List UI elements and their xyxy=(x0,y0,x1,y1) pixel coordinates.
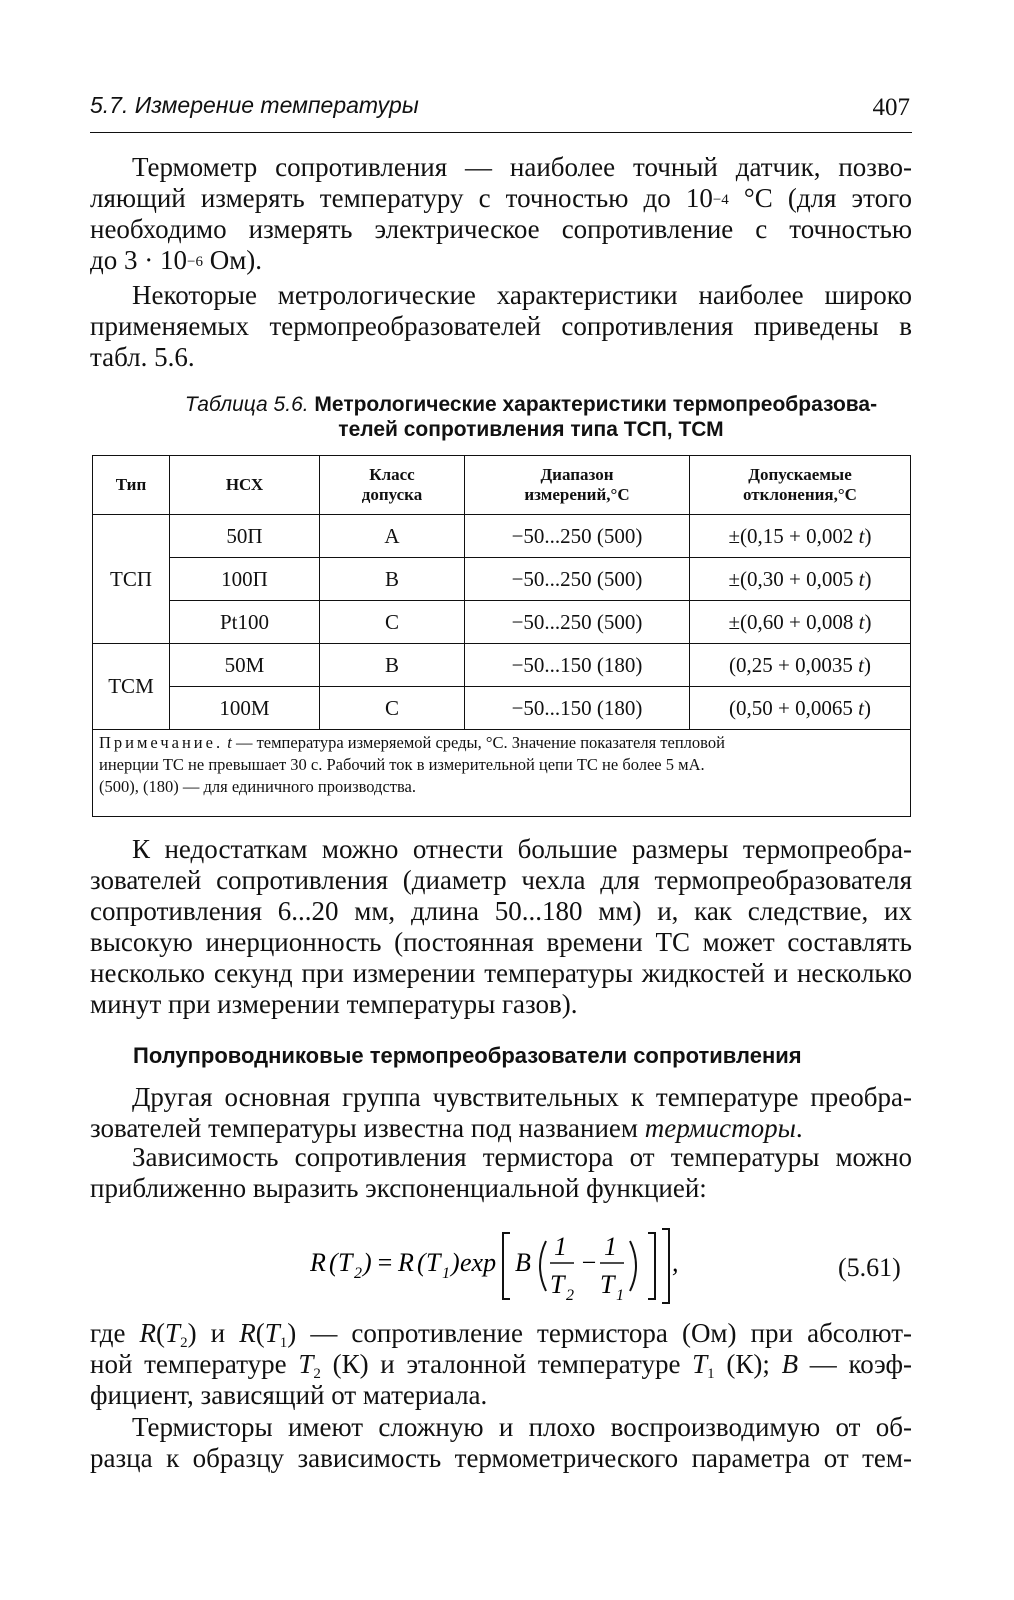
text-line: ляющий измерять температуру с точностью до $10^{-4}$ °С (для этого xyxy=(90,183,912,213)
nsh-cell: 100М xyxy=(170,687,320,730)
deviation-cell: ±(0,60 + 0,008 t) xyxy=(690,601,911,644)
svg-text:exp: exp xyxy=(460,1248,497,1277)
svg-text:1: 1 xyxy=(442,1265,450,1282)
class-cell: A xyxy=(320,515,465,558)
svg-text:T: T xyxy=(338,1248,353,1277)
nsh-cell: 100П xyxy=(170,558,320,601)
table-header-row xyxy=(93,456,911,515)
text-line: ной температуре $T_2$ (К) и эталонной температуре $T_1$ (К); B — коэф- xyxy=(90,1349,913,1382)
deviation-cell: (0,25 + 0,0035 t) xyxy=(690,644,911,687)
svg-text:1: 1 xyxy=(554,1232,567,1261)
text-line: фициент, зависящий от материала. xyxy=(90,1380,488,1410)
class-cell: B xyxy=(320,558,465,601)
svg-text:2: 2 xyxy=(566,1287,574,1304)
text-line: применяемых термопреобразователей сопротивления приведены в xyxy=(90,311,912,341)
text-line: необходимо измерять электрическое сопротивление с точностью xyxy=(90,214,912,244)
paragraph-table-ref xyxy=(90,280,912,373)
text-line: приближенно выразить экспоненциальной функцией: xyxy=(90,1173,707,1203)
table-row xyxy=(93,558,911,601)
note-label: Примечание. xyxy=(99,733,224,752)
deviation-cell: ±(0,30 + 0,005 t) xyxy=(690,558,911,601)
formula-svg xyxy=(310,1225,730,1305)
header-range: Диапазон измерений,°С xyxy=(465,456,690,515)
header-type: Тип xyxy=(93,456,170,515)
range-cell: −50...250 (500) xyxy=(465,601,690,644)
class-cell: B xyxy=(320,644,465,687)
svg-text:(: ( xyxy=(329,1248,338,1277)
table-note: Примечание. t — температура измеряемой среды, °С. Значение показателя тепловой инерции ТС не превышает 30 с. Рабочий ток в измерительной цепи ТС не более 5 мА. (500), (180) — для единичного производства. xyxy=(93,730,911,817)
svg-text:2: 2 xyxy=(354,1265,362,1282)
class-cell: C xyxy=(320,687,465,730)
svg-text:,: , xyxy=(672,1248,679,1277)
svg-text:R: R xyxy=(310,1248,326,1277)
range-cell: −50...150 (180) xyxy=(465,644,690,687)
text-line: разца к образцу зависимость термометрического параметра от тем- xyxy=(90,1443,912,1473)
range-cell: −50...250 (500) xyxy=(465,558,690,601)
svg-text:): ) xyxy=(363,1248,372,1277)
text-line: Термисторы имеют сложную и плохо воспроизводимую от об- xyxy=(132,1412,912,1442)
term-italic: термисторы xyxy=(644,1113,796,1143)
formula-5-61 xyxy=(310,1225,730,1305)
text-line: Зависимость сопротивления термистора от температуры можно xyxy=(132,1142,912,1172)
svg-text:=: = xyxy=(376,1248,394,1277)
svg-text:T: T xyxy=(426,1248,441,1277)
svg-text:1: 1 xyxy=(616,1287,624,1304)
page-number: 407 xyxy=(872,94,910,121)
class-cell: C xyxy=(320,601,465,644)
svg-text:1: 1 xyxy=(604,1232,617,1261)
svg-text:T: T xyxy=(600,1270,615,1299)
section-title: Полупроводниковые термопреобразователи сопротивления xyxy=(133,1043,802,1068)
table-caption: Таблица 5.6. Метрологические характеристики термопреобразова- телей сопротивления типа ТСП, ТСМ xyxy=(184,393,878,441)
svg-text:(: ( xyxy=(417,1248,426,1277)
text-line: Другая основная группа чувствительных к температуре преобра- xyxy=(132,1082,912,1112)
paragraph-thermistors xyxy=(90,1082,912,1144)
svg-text:−: − xyxy=(580,1248,598,1277)
text-line: табл. 5.6. xyxy=(90,342,195,372)
svg-text:T: T xyxy=(550,1270,565,1299)
range-cell: −50...150 (180) xyxy=(465,687,690,730)
text-line: К недостаткам можно отнести большие размеры термопреобра- xyxy=(132,834,912,864)
header-nsh: НСХ xyxy=(170,456,320,515)
text-line: несколько секунд при измерении температуры жидкостей и несколько xyxy=(90,958,912,988)
header-deviation: Допускаемые отклонения,°С xyxy=(690,456,911,515)
paragraph-where xyxy=(90,1318,912,1411)
table-row xyxy=(93,601,911,644)
table-caption-label: Таблица 5.6. xyxy=(184,393,309,416)
table-row xyxy=(93,515,911,558)
nsh-cell: 50П xyxy=(170,515,320,558)
svg-text:): ) xyxy=(451,1248,460,1277)
nsh-cell: Pt100 xyxy=(170,601,320,644)
nsh-cell: 50М xyxy=(170,644,320,687)
table-note-row xyxy=(93,730,911,817)
header-class: Класс допуска xyxy=(320,456,465,515)
text-line: зователей температуры известна под названием термисторы. xyxy=(90,1113,803,1143)
table-row xyxy=(93,644,911,687)
paragraph-dependence xyxy=(90,1142,912,1204)
text-line: до $3 \cdot 10^{-6}$ Ом). xyxy=(90,245,263,275)
svg-text:R: R xyxy=(398,1248,414,1277)
type-cell: ТСП xyxy=(93,515,170,644)
type-cell: ТСМ xyxy=(93,644,170,730)
text-line: зователей сопротивления (диаметр чехла для термопреобразователя xyxy=(90,865,912,895)
range-cell: −50...250 (500) xyxy=(465,515,690,558)
text-line: высокую инерционность (постоянная времени ТС может составлять xyxy=(90,927,912,957)
page-header xyxy=(90,92,912,133)
paragraph-intro xyxy=(90,152,912,276)
text-line: сопротивления 6...20 мм, длина 50...180 мм) и, как следствие, их xyxy=(90,896,912,926)
paragraph-thermistor-properties xyxy=(90,1412,912,1474)
deviation-cell: ±(0,15 + 0,002 t) xyxy=(690,515,911,558)
deviation-cell: (0,50 + 0,0065 t) xyxy=(690,687,911,730)
characteristics-table xyxy=(92,455,911,817)
text-line: Термометр сопротивления — наиболее точный датчик, позво- xyxy=(132,152,912,182)
running-head: 5.7. Измерение температуры xyxy=(90,92,419,118)
text-line: Некоторые метрологические характеристики наиболее широко xyxy=(132,280,912,310)
text-line: минут при измерении температуры газов). xyxy=(90,989,578,1019)
paragraph-drawbacks xyxy=(90,834,912,1020)
formula-number: (5.61) xyxy=(838,1253,901,1282)
text-line: где $R(T_2)$ и $R(T_1)$ — сопротивление термистора (Ом) при абсолют- xyxy=(90,1318,913,1351)
table-row xyxy=(93,687,911,730)
svg-text:B: B xyxy=(515,1248,531,1277)
